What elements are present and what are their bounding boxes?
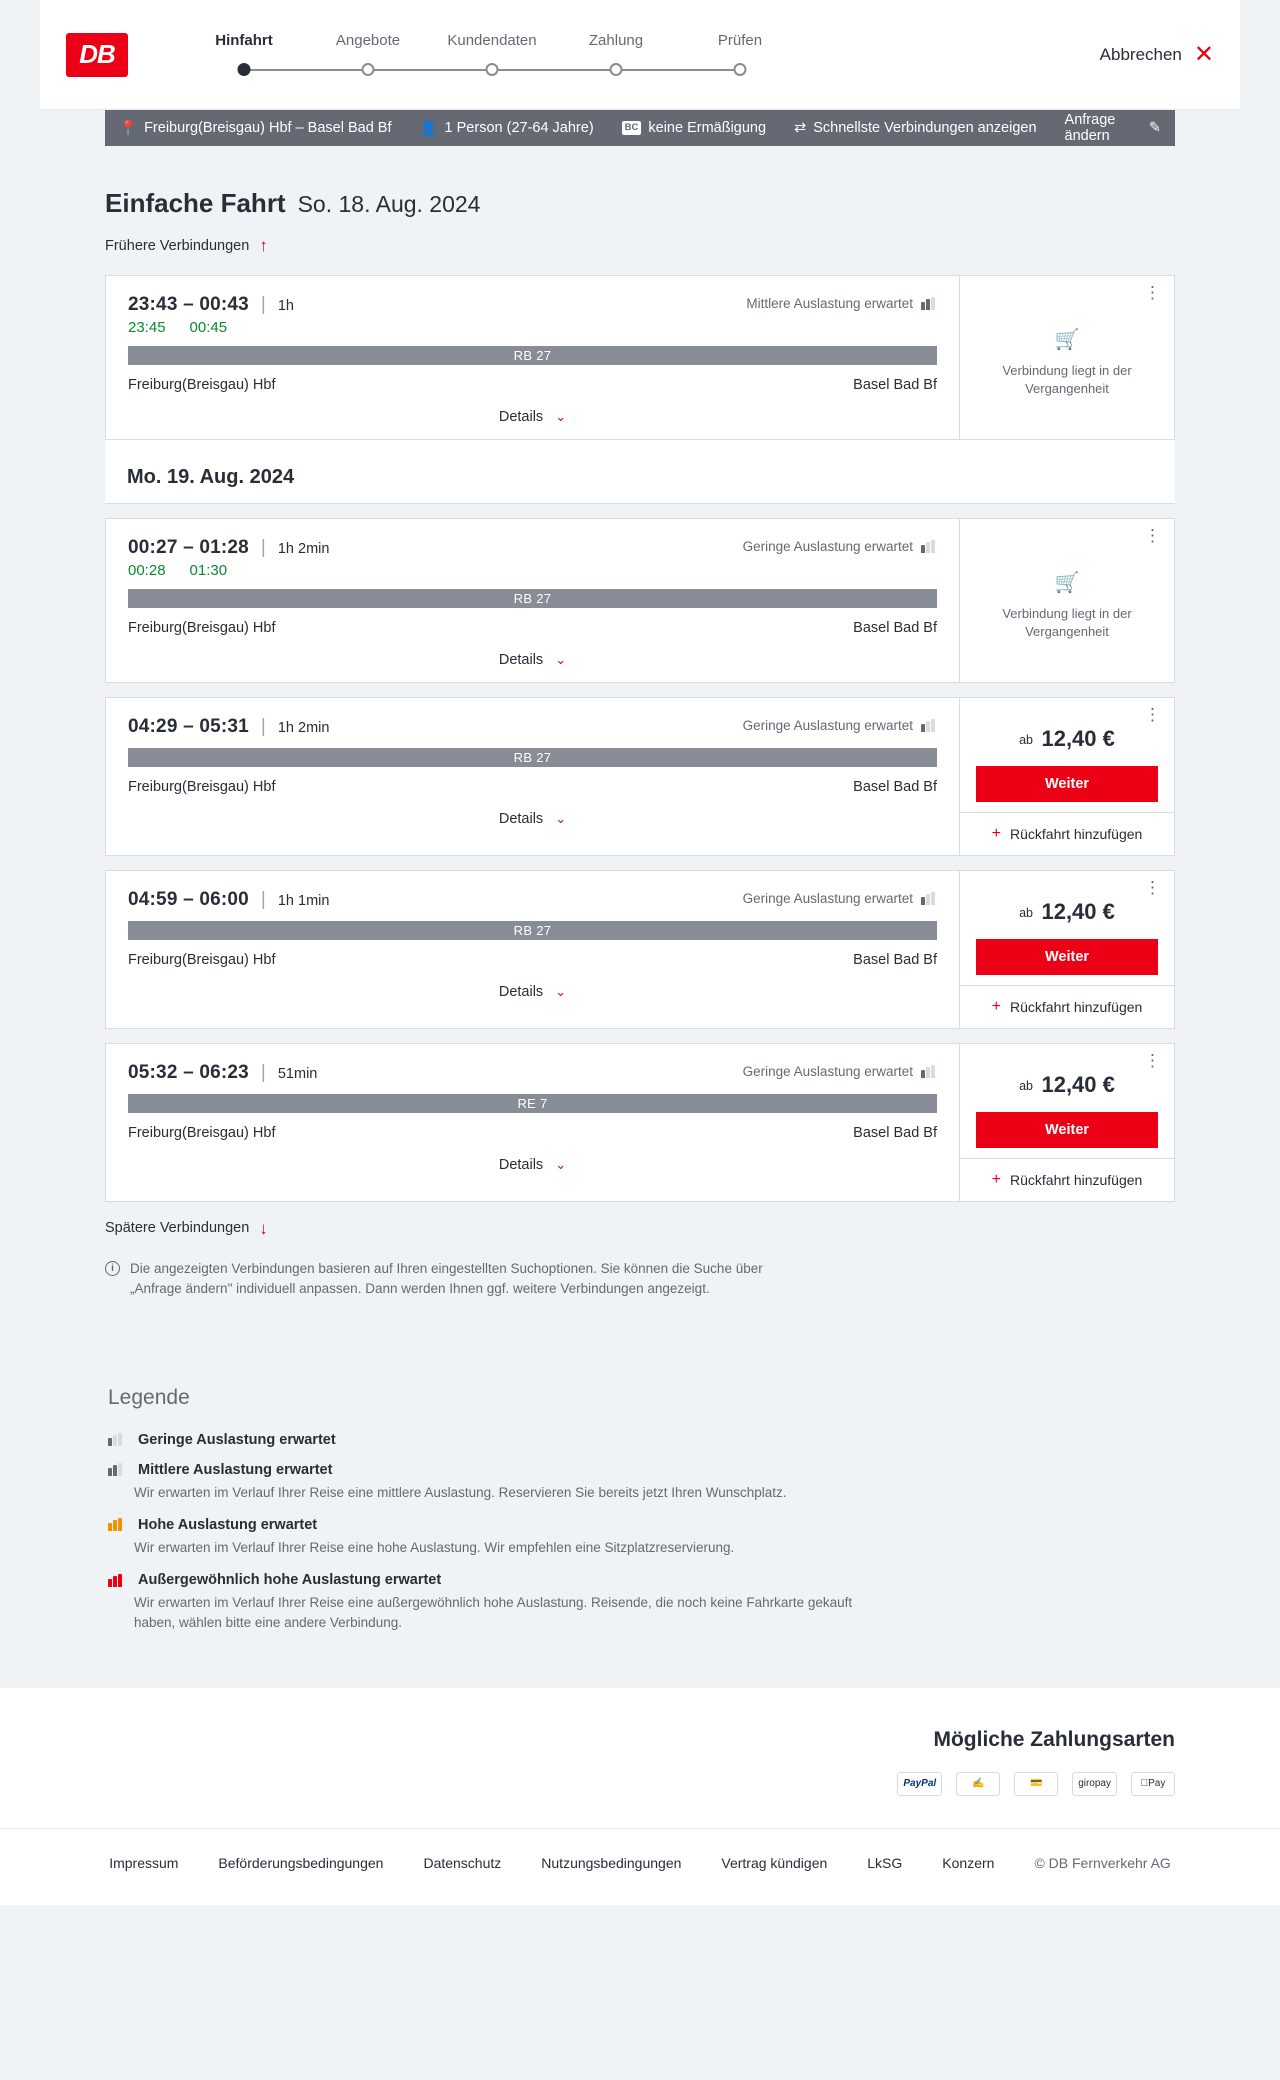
close-icon: ✕ [1193, 40, 1214, 68]
connection-duration: 1h 1min [277, 892, 330, 909]
price-value: 12,40 € [1041, 1071, 1115, 1097]
query-discount-label: keine Ermäßigung [648, 120, 767, 136]
occupancy-low-icon [921, 540, 937, 553]
past-connection-label: Verbindung liegt in der Vergangenheit [1002, 605, 1132, 639]
chevron-down-icon: ⌄ [555, 1156, 567, 1172]
step-label: Prüfen [717, 32, 763, 49]
checkout-stepper [152, 32, 1100, 77]
connection-duration: 1h 2min [277, 540, 330, 557]
station-from: Freiburg(Breisgau) Hbf [128, 619, 276, 636]
station-from: Freiburg(Breisgau) Hbf [128, 778, 276, 795]
chevron-down-icon: ⌄ [555, 651, 567, 667]
past-connection-label: Verbindung liegt in der Vergangenheit [1002, 362, 1132, 396]
connection-action-panel [959, 1044, 1174, 1201]
legend-item-title: Hohe Auslastung erwartet [138, 1516, 318, 1533]
chevron-down-icon: ⌄ [555, 810, 567, 826]
stations-row [128, 377, 937, 393]
occupancy-low-icon [921, 719, 937, 732]
connection-duration: 1h 2min [277, 719, 330, 736]
connection-action-panel [959, 276, 1174, 439]
station-to: Basel Bad Bf [853, 778, 937, 795]
step-label: Hinfahrt [215, 32, 273, 49]
plus-icon: + [991, 824, 1002, 842]
earlier-connections-button[interactable] [105, 237, 268, 254]
add-return-trip-button[interactable] [960, 985, 1174, 1028]
connection-duration: 51min [277, 1065, 318, 1082]
station-to: Basel Bad Bf [853, 619, 937, 636]
db-logo: DB [66, 33, 128, 77]
page-header [40, 0, 1240, 110]
legend-item [108, 1517, 1175, 1558]
legend-item-title: Geringe Auslastung erwartet [138, 1431, 336, 1448]
connection-details [106, 698, 959, 855]
train-line-bar: RB 27 [128, 748, 937, 767]
connection-details [106, 871, 959, 1028]
page-title [105, 188, 1175, 219]
stations-row [128, 779, 937, 795]
swap-icon: ⇄ [794, 120, 807, 136]
giropay-icon: giropay [1072, 1772, 1117, 1796]
footer-copyright: © DB Fernverkehr AG [1034, 1854, 1171, 1871]
step-zahlung[interactable] [554, 32, 678, 77]
info-icon: i [105, 1261, 120, 1276]
chevron-down-icon: ⌄ [555, 983, 567, 999]
later-connections-button[interactable] [105, 1220, 268, 1237]
connection-time: 04:29 – 05:31 [128, 715, 249, 737]
page-title-date: So. 18. Aug. 2024 [297, 191, 481, 217]
delay-departure: 00:28 [128, 561, 166, 579]
query-passengers-label: 1 Person (27-64 Jahre) [444, 120, 594, 136]
legend-item [108, 1432, 1175, 1448]
cancel-button[interactable] [1099, 40, 1214, 68]
stations-row [128, 620, 937, 636]
details-toggle[interactable] [128, 636, 937, 682]
footer-link-konzern[interactable]: Konzern [942, 1854, 995, 1871]
connection-details [106, 1044, 959, 1201]
legend-item-title: Mittlere Auslastung erwartet [138, 1461, 333, 1478]
step-label: Kundendaten [447, 32, 537, 49]
details-toggle[interactable] [128, 1141, 937, 1187]
step-dot-icon [362, 63, 375, 76]
details-label: Details [498, 810, 544, 827]
legend-title: Legende [108, 1385, 190, 1409]
occupancy-label: Geringe Auslastung erwartet [742, 890, 913, 906]
past-connection-box [960, 276, 1174, 439]
train-line-bar: RB 27 [128, 346, 937, 365]
bahncard-icon: BC [622, 121, 642, 134]
payment-icons [105, 1772, 1175, 1796]
person-icon: 👤 [419, 120, 438, 137]
query-passengers [419, 120, 593, 137]
page-footer [0, 1828, 1280, 1905]
separator: | [260, 1061, 266, 1083]
stations-row [128, 1125, 937, 1141]
details-toggle[interactable] [128, 795, 937, 841]
occupancy-label: Geringe Auslastung erwartet [742, 1063, 913, 1079]
query-route-label: Freiburg(Breisgau) Hbf – Basel Bad Bf [144, 120, 392, 136]
price-prefix: ab [1019, 1078, 1034, 1093]
step-angebote[interactable] [306, 32, 430, 77]
search-info-text: Die angezeigten Verbindungen basieren auf Ihren eingestellten Suchoptionen. Sie können die Suche über „Anfrage ändern" individuell anpassen. Dann werden Ihnen ggf. weitere Verbindungen angezeigt. [130, 1261, 763, 1297]
continue-button[interactable]: Weiter [976, 766, 1158, 802]
apple-pay-icon: Pay [1131, 1772, 1175, 1796]
query-options-label: Schnellste Verbindungen anzeigen [813, 120, 1037, 136]
station-to: Basel Bad Bf [853, 951, 937, 968]
legend-item-desc: Wir erwarten im Verlauf Ihrer Reise eine hohe Auslastung. Wir empfehlen eine Sitzplatzreservierung. [134, 1539, 735, 1555]
step-hinfahrt[interactable] [182, 32, 306, 77]
add-return-label: Rückfahrt hinzufügen [1010, 998, 1143, 1015]
details-label: Details [498, 983, 544, 1000]
details-toggle[interactable] [128, 393, 937, 439]
train-line-bar: RB 27 [128, 589, 937, 608]
legend-item [108, 1572, 1175, 1634]
separator: | [260, 293, 266, 315]
cart-icon: 🛒 [1054, 328, 1080, 351]
step-dot-icon [610, 63, 623, 76]
more-options-icon[interactable]: ⋮ [1144, 877, 1162, 897]
connection-time: 00:27 – 01:28 [128, 536, 249, 558]
separator: | [260, 536, 266, 558]
details-label: Details [498, 1156, 544, 1173]
delay-arrival: 01:30 [189, 561, 228, 579]
occupancy-medium-icon [921, 297, 937, 310]
delay-departure: 23:45 [128, 318, 166, 336]
connection-time: 05:32 – 06:23 [128, 1061, 249, 1083]
separator: | [260, 888, 266, 910]
price-box [960, 1044, 1174, 1158]
connection-card[interactable] [105, 518, 1175, 683]
change-query-button[interactable] [1065, 112, 1161, 144]
legend-item-desc: Wir erwarten im Verlauf Ihrer Reise eine mittlere Auslastung. Reservieren Sie bereits jetzt Ihren Wunschplatz. [134, 1484, 787, 1500]
add-return-trip-button[interactable] [960, 1158, 1174, 1201]
step-pruefen[interactable] [678, 32, 802, 77]
occupancy-low-icon [921, 892, 937, 905]
plus-icon: + [991, 997, 1002, 1015]
connection-card[interactable] [105, 697, 1175, 856]
delay-arrival: 00:45 [189, 318, 228, 336]
stations-row [128, 952, 937, 968]
payments-title: Mögliche Zahlungsarten [933, 1727, 1175, 1751]
train-line-bar: RE 7 [128, 1094, 937, 1113]
footer-link-datenschutz[interactable]: Datenschutz [423, 1854, 502, 1871]
location-pin-icon: 📍 [119, 120, 138, 137]
station-from: Freiburg(Breisgau) Hbf [128, 951, 276, 968]
connection-duration: 1h [277, 297, 294, 314]
price-value: 12,40 € [1041, 725, 1115, 751]
step-dot-icon [734, 63, 747, 76]
day-group-header: Mo. 19. Aug. 2024 [105, 440, 1175, 504]
details-label: Details [498, 408, 544, 425]
station-from: Freiburg(Breisgau) Hbf [128, 376, 276, 393]
step-dot-icon [486, 63, 499, 76]
add-return-label: Rückfahrt hinzufügen [1010, 825, 1143, 842]
main-content [105, 146, 1175, 1300]
arrow-up-icon: ↑ [259, 236, 268, 255]
arrow-down-icon: ↓ [259, 1218, 268, 1238]
chevron-down-icon: ⌄ [555, 408, 567, 424]
price-prefix: ab [1019, 905, 1034, 920]
station-from: Freiburg(Breisgau) Hbf [128, 1124, 276, 1141]
occupancy-low-icon [921, 1065, 937, 1078]
occupancy-note [746, 296, 937, 311]
connection-card[interactable] [105, 275, 1175, 440]
train-line-bar: RB 27 [128, 921, 937, 940]
query-summary-bar [105, 110, 1175, 146]
occupancy-note [743, 891, 937, 906]
connection-action-panel [959, 698, 1174, 855]
occupancy-note [743, 1064, 937, 1079]
station-to: Basel Bad Bf [853, 376, 937, 393]
more-options-icon[interactable]: ⋮ [1144, 1050, 1162, 1070]
search-info-note [105, 1259, 765, 1300]
connection-card[interactable] [105, 870, 1175, 1029]
later-label: Spätere Verbindungen [105, 1220, 250, 1236]
legend-item-desc: Wir erwarten im Verlauf Ihrer Reise eine außergewöhnlich hohe Auslastung. Reisende, die noch keine Fahrkarte gekauft haben, wählen bitte eine andere Verbindung. [134, 1595, 853, 1631]
query-options [794, 120, 1036, 136]
occupancy-note [743, 539, 937, 554]
footer-link-vertrag-kuendigen[interactable]: Vertrag kündigen [721, 1854, 828, 1871]
legend-item-title: Außergewöhnlich hohe Auslastung erwartet [138, 1572, 442, 1588]
delay-row [128, 562, 937, 579]
occupancy-medium-icon [108, 1463, 124, 1476]
occupancy-label: Geringe Auslastung erwartet [742, 538, 913, 554]
separator: | [260, 715, 266, 737]
occupancy-note [743, 718, 937, 733]
continue-button[interactable]: Weiter [976, 1112, 1158, 1148]
plus-icon: + [991, 1170, 1002, 1188]
price-box [960, 871, 1174, 985]
add-return-label: Rückfahrt hinzufügen [1010, 1171, 1143, 1188]
direct-debit-icon: ✍ [956, 1772, 1000, 1796]
cancel-label: Abbrechen [1099, 44, 1182, 64]
past-connection-box [960, 519, 1174, 682]
pencil-icon: ✎ [1148, 120, 1161, 136]
connection-time: 23:43 – 00:43 [128, 293, 249, 315]
paypal-icon: PayPal [897, 1772, 942, 1796]
occupancy-low-icon [108, 1433, 124, 1446]
details-label: Details [498, 651, 544, 668]
connection-action-panel [959, 871, 1174, 1028]
delay-row [128, 319, 937, 336]
price-prefix: ab [1019, 732, 1034, 747]
query-discount [622, 120, 766, 136]
occupancy-label: Mittlere Auslastung erwartet [746, 295, 913, 311]
connection-card[interactable] [105, 1043, 1175, 1202]
legend-section [0, 1346, 1280, 1688]
step-label: Zahlung [588, 32, 644, 49]
step-label: Angebote [335, 32, 401, 49]
change-query-label: Anfrage ändern [1064, 112, 1116, 144]
footer-link-nutzungsbedingungen[interactable]: Nutzungsbedingungen [541, 1854, 682, 1871]
cart-icon: 🛒 [1054, 571, 1080, 594]
occupancy-label: Geringe Auslastung erwartet [742, 717, 913, 733]
query-route [119, 120, 391, 137]
more-options-icon[interactable]: ⋮ [1144, 282, 1162, 302]
add-return-trip-button[interactable] [960, 812, 1174, 855]
legend-item [108, 1462, 1175, 1503]
price-box [960, 698, 1174, 812]
more-options-icon[interactable]: ⋮ [1144, 525, 1162, 545]
station-to: Basel Bad Bf [853, 1124, 937, 1141]
payments-section [0, 1688, 1280, 1828]
connection-details [106, 276, 959, 439]
price-value: 12,40 € [1041, 898, 1115, 924]
occupancy-very-high-icon [108, 1574, 124, 1587]
details-toggle[interactable] [128, 968, 937, 1014]
connection-details [106, 519, 959, 682]
earlier-label: Frühere Verbindungen [105, 237, 250, 254]
step-dot-icon [238, 63, 251, 76]
step-kundendaten[interactable] [430, 32, 554, 77]
more-options-icon[interactable]: ⋮ [1144, 704, 1162, 724]
connection-time: 04:59 – 06:00 [128, 888, 249, 910]
page-title-text: Einfache Fahrt [105, 188, 286, 218]
connection-action-panel [959, 519, 1174, 682]
footer-link-impressum[interactable]: Impressum [109, 1854, 179, 1871]
credit-card-icon: 💳 [1014, 1772, 1058, 1796]
occupancy-high-icon [108, 1518, 124, 1531]
footer-link-befoerderungsbedingungen[interactable]: Beförderungsbedingungen [218, 1854, 384, 1871]
footer-link-lksg[interactable]: LkSG [867, 1854, 903, 1871]
continue-button[interactable]: Weiter [976, 939, 1158, 975]
